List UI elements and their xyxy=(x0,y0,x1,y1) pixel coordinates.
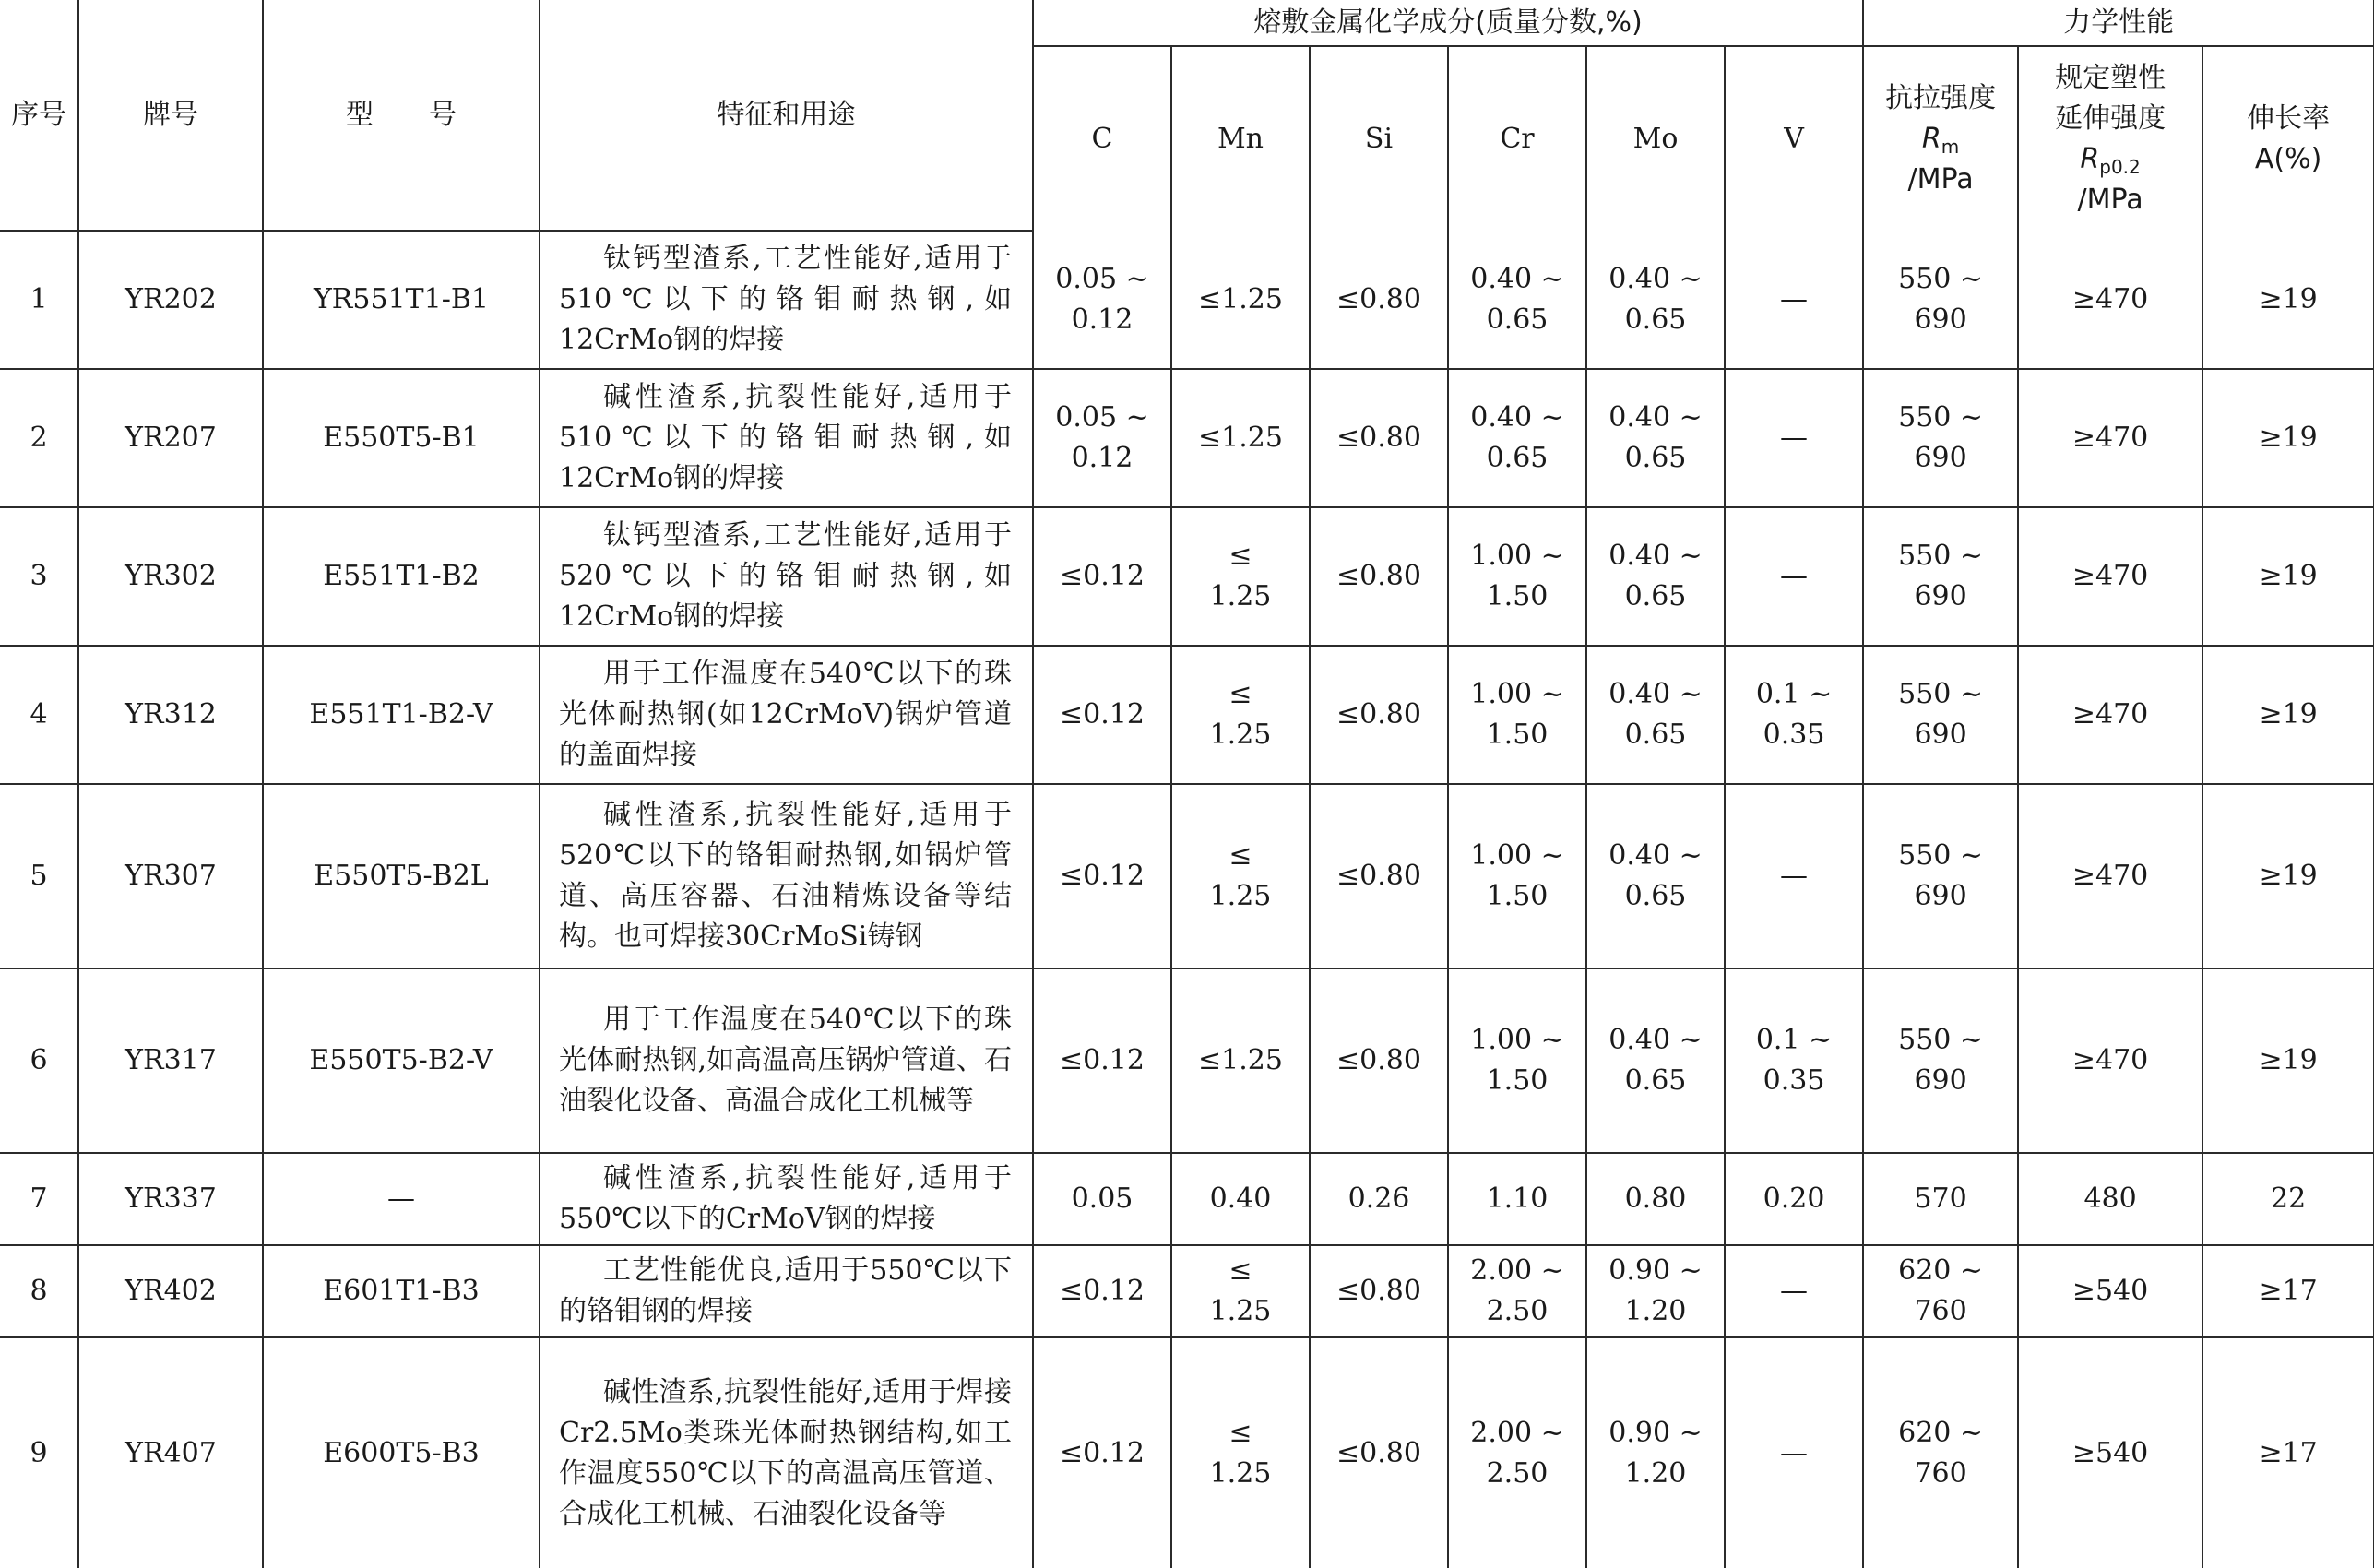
cell-mn-line: ≤ xyxy=(1229,540,1252,572)
cell-c-line: ≤0.12 xyxy=(1060,560,1145,592)
cell-c-line: 0.12 xyxy=(1071,303,1134,336)
cell-cr xyxy=(1448,646,1586,784)
cell-yield: ≥470 xyxy=(2018,784,2202,968)
cell-yield: ≥470 xyxy=(2018,646,2202,784)
cell-c-line: ≤0.12 xyxy=(1060,698,1145,731)
table-header xyxy=(0,0,2374,231)
cell-cr xyxy=(1448,507,1586,646)
cell-tensile xyxy=(1863,646,2018,784)
cell-tensile-line: 550 ~ xyxy=(1898,678,1984,710)
cell-seq: 9 xyxy=(0,1337,78,1568)
yield-symbol xyxy=(2019,139,2202,180)
cell-tensile-line: 550 ~ xyxy=(1898,540,1984,572)
yield-symbol-sub: p0.2 xyxy=(2099,155,2141,178)
cell-cr xyxy=(1448,1153,1586,1245)
col-group-mechanical-properties: 力学性能 xyxy=(1863,0,2374,46)
cell-v-line: 0.35 xyxy=(1763,1064,1825,1097)
cell-yield: ≥540 xyxy=(2018,1245,2202,1337)
cell-brand: YR207 xyxy=(78,369,263,507)
cell-tensile xyxy=(1863,369,2018,507)
tensile-symbol xyxy=(1864,119,2017,160)
yield-label-1: 规定塑性 xyxy=(2055,61,2166,94)
cell-mo-line: 0.90 ~ xyxy=(1608,1416,1703,1449)
cell-cr-line: 0.65 xyxy=(1486,303,1549,336)
cell-tensile-line: 760 xyxy=(1914,1456,1967,1490)
cell-mo-line: 0.65 xyxy=(1624,880,1687,912)
cell-seq: 5 xyxy=(0,784,78,968)
cell-c-line: 0.05 ~ xyxy=(1055,262,1149,295)
cell-si: ≤0.80 xyxy=(1310,507,1448,646)
cell-brand: YR317 xyxy=(78,968,263,1153)
cell-usage-text: 碱性渣系,抗裂性能好,适用于510℃以下的铬钼耐热钢,如12CrMo钢的焊接 xyxy=(559,381,1012,494)
cell-si: ≤0.80 xyxy=(1310,968,1448,1153)
col-header-elongation xyxy=(2202,46,2374,231)
cell-model: YR551T1-B1 xyxy=(263,231,540,369)
cell-cr-line: 1.50 xyxy=(1486,719,1549,751)
cell-mo-line: 1.20 xyxy=(1624,1456,1687,1490)
yield-unit: /MPa xyxy=(2077,183,2143,216)
cell-usage xyxy=(540,1153,1033,1245)
cell-mn xyxy=(1171,1153,1310,1245)
cell-tensile xyxy=(1863,1245,2018,1337)
cell-model: E600T5-B3 xyxy=(263,1337,540,1568)
cell-mo xyxy=(1586,1245,1725,1337)
elongation-symbol: A(%) xyxy=(2254,142,2322,175)
cell-v xyxy=(1725,1245,1863,1337)
cell-cr-line: 1.10 xyxy=(1486,1182,1549,1215)
table-row xyxy=(0,646,2374,784)
cell-mn xyxy=(1171,231,1310,369)
cell-elongation: ≥19 xyxy=(2202,784,2374,968)
cell-mn xyxy=(1171,968,1310,1153)
cell-c xyxy=(1033,507,1171,646)
cell-si: ≤0.80 xyxy=(1310,369,1448,507)
cell-model: — xyxy=(263,1153,540,1245)
cell-mo-line: 1.20 xyxy=(1624,1295,1687,1327)
cell-v xyxy=(1725,1337,1863,1568)
cell-si: 0.26 xyxy=(1310,1153,1448,1245)
cell-cr-line: 1.00 ~ xyxy=(1470,839,1564,872)
table-body xyxy=(0,231,2374,1568)
cell-mo-line: 0.90 ~ xyxy=(1608,1254,1703,1287)
cell-cr-line: 1.00 ~ xyxy=(1470,540,1564,572)
cell-tensile-line: 760 xyxy=(1914,1295,1967,1327)
cell-c xyxy=(1033,646,1171,784)
cell-model: E550T5-B1 xyxy=(263,369,540,507)
cell-mo-line: 0.40 ~ xyxy=(1608,678,1703,710)
cell-elongation: ≥19 xyxy=(2202,507,2374,646)
cell-mo xyxy=(1586,369,1725,507)
cell-model: E551T1-B2-V xyxy=(263,646,540,784)
cell-mn-line: 1.25 xyxy=(1209,719,1272,751)
table-row xyxy=(0,231,2374,369)
tensile-label: 抗拉强度 xyxy=(1885,81,1997,114)
cell-tensile xyxy=(1863,231,2018,369)
cell-elongation: ≥19 xyxy=(2202,231,2374,369)
cell-c-line: 0.05 xyxy=(1071,1182,1134,1215)
cell-v-line: — xyxy=(1780,1436,1809,1469)
cell-elongation: ≥17 xyxy=(2202,1337,2374,1568)
col-header-v: V xyxy=(1725,46,1863,231)
header-row-1 xyxy=(0,0,2374,46)
cell-cr-line: 2.50 xyxy=(1486,1295,1549,1327)
yield-symbol-r: R xyxy=(2080,142,2100,175)
cell-mn xyxy=(1171,784,1310,968)
cell-c xyxy=(1033,784,1171,968)
col-header-si: Si xyxy=(1310,46,1448,231)
col-header-yield-strength xyxy=(2018,46,2202,231)
elongation-label: 伸长率 xyxy=(2247,101,2331,135)
cell-cr-line: 1.50 xyxy=(1486,1064,1549,1097)
cell-tensile-line: 620 ~ xyxy=(1898,1254,1984,1287)
tensile-symbol-sub: m xyxy=(1941,135,1960,158)
cell-cr xyxy=(1448,231,1586,369)
cell-cr-line: 0.65 xyxy=(1486,442,1549,474)
cell-brand: YR337 xyxy=(78,1153,263,1245)
cell-tensile-line: 620 ~ xyxy=(1898,1416,1984,1449)
cell-cr-line: 1.50 xyxy=(1486,580,1549,612)
cell-mo-line: 0.40 ~ xyxy=(1608,839,1703,872)
cell-mo-line: 0.65 xyxy=(1624,719,1687,751)
cell-v xyxy=(1725,1153,1863,1245)
cell-mn-line: ≤ xyxy=(1229,1416,1252,1449)
table-row xyxy=(0,1153,2374,1245)
cell-mn-line: ≤1.25 xyxy=(1198,1044,1283,1076)
cell-cr-line: 0.40 ~ xyxy=(1470,401,1564,434)
cell-v-line: 0.1 ~ xyxy=(1755,678,1833,710)
col-header-brand: 牌号 xyxy=(78,0,263,231)
cell-usage-text: 碱性渣系,抗裂性能好,适用于焊接Cr2.5Mo类珠光体耐热钢结构,如工作温度550℃以下的高温高压管道、合成化工机械、石油裂化设备等 xyxy=(559,1375,1012,1530)
cell-si: ≤0.80 xyxy=(1310,1337,1448,1568)
cell-mo xyxy=(1586,1337,1725,1568)
cell-cr-line: 2.00 ~ xyxy=(1470,1254,1564,1287)
cell-mn xyxy=(1171,369,1310,507)
cell-seq: 3 xyxy=(0,507,78,646)
cell-mo-line: 0.65 xyxy=(1624,303,1687,336)
cell-brand: YR302 xyxy=(78,507,263,646)
cell-usage-text: 碱性渣系,抗裂性能好,适用于520℃以下的铬钼耐热钢,如锅炉管道、高压容器、石油精炼设备等结构。也可焊接30CrMoSi铸钢 xyxy=(559,799,1012,953)
cell-seq: 6 xyxy=(0,968,78,1153)
cell-si: ≤0.80 xyxy=(1310,646,1448,784)
col-header-seq: 序号 xyxy=(0,0,78,231)
cell-cr-line: 2.00 ~ xyxy=(1470,1416,1564,1449)
cell-mo-line: 0.40 ~ xyxy=(1608,1024,1703,1056)
cell-mn xyxy=(1171,1245,1310,1337)
col-header-mo: Mo xyxy=(1586,46,1725,231)
cell-tensile-line: 550 ~ xyxy=(1898,401,1984,434)
cell-v xyxy=(1725,231,1863,369)
cell-mo-line: 0.40 ~ xyxy=(1608,262,1703,295)
cell-mo xyxy=(1586,507,1725,646)
cell-mo xyxy=(1586,1153,1725,1245)
cell-yield: 480 xyxy=(2018,1153,2202,1245)
cell-seq: 4 xyxy=(0,646,78,784)
cell-usage xyxy=(540,507,1033,646)
col-header-mn: Mn xyxy=(1171,46,1310,231)
cell-si: ≤0.80 xyxy=(1310,1245,1448,1337)
cell-usage xyxy=(540,968,1033,1153)
cell-c xyxy=(1033,231,1171,369)
cell-mo xyxy=(1586,968,1725,1153)
cell-mo-line: 0.65 xyxy=(1624,1064,1687,1097)
cell-mo-line: 0.40 ~ xyxy=(1608,401,1703,434)
cell-tensile-line: 690 xyxy=(1914,442,1967,474)
cell-usage-text: 碱性渣系,抗裂性能好,适用于550℃以下的CrMoV钢的焊接 xyxy=(559,1162,1012,1235)
cell-usage xyxy=(540,784,1033,968)
cell-tensile xyxy=(1863,784,2018,968)
cell-c xyxy=(1033,1245,1171,1337)
cell-mo-line: 0.65 xyxy=(1624,442,1687,474)
cell-cr-line: 1.00 ~ xyxy=(1470,1024,1564,1056)
cell-v-line: 0.20 xyxy=(1763,1182,1825,1215)
cell-cr xyxy=(1448,784,1586,968)
cell-v xyxy=(1725,968,1863,1153)
table-row xyxy=(0,784,2374,968)
cell-v-line: 0.1 ~ xyxy=(1755,1024,1833,1056)
cell-v-line: 0.35 xyxy=(1763,719,1825,751)
cell-c-line: ≤0.12 xyxy=(1060,1436,1145,1469)
cell-mn-line: 1.25 xyxy=(1209,1295,1272,1327)
cell-elongation: ≥19 xyxy=(2202,968,2374,1153)
table-row xyxy=(0,507,2374,646)
cell-v-line: — xyxy=(1780,282,1809,315)
cell-c-line: 0.05 ~ xyxy=(1055,401,1149,434)
cell-mn-line: ≤ xyxy=(1229,678,1252,710)
cell-tensile xyxy=(1863,968,2018,1153)
cell-v-line: — xyxy=(1780,1275,1809,1307)
cell-cr xyxy=(1448,1337,1586,1568)
cell-usage xyxy=(540,1245,1033,1337)
cell-tensile-line: 570 xyxy=(1914,1182,1967,1215)
cell-usage xyxy=(540,369,1033,507)
cell-seq: 7 xyxy=(0,1153,78,1245)
cell-tensile-line: 690 xyxy=(1914,880,1967,912)
cell-usage-text: 工艺性能优良,适用于550℃以下的铬钼钢的焊接 xyxy=(559,1254,1012,1327)
cell-v-line: — xyxy=(1780,422,1809,454)
col-header-cr: Cr xyxy=(1448,46,1586,231)
cell-tensile-line: 690 xyxy=(1914,580,1967,612)
cell-cr xyxy=(1448,1245,1586,1337)
cell-tensile xyxy=(1863,507,2018,646)
cell-usage xyxy=(540,1337,1033,1568)
cell-mn-line: ≤ xyxy=(1229,839,1252,872)
cell-model: E601T1-B3 xyxy=(263,1245,540,1337)
cell-usage-text: 钛钙型渣系,工艺性能好,适用于510℃以下的铬钼耐热钢,如12CrMo钢的焊接 xyxy=(559,243,1012,356)
cell-v xyxy=(1725,369,1863,507)
cell-brand: YR307 xyxy=(78,784,263,968)
cell-tensile-line: 550 ~ xyxy=(1898,1024,1984,1056)
cell-model: E550T5-B2L xyxy=(263,784,540,968)
cell-elongation: ≥19 xyxy=(2202,369,2374,507)
cell-mn-line: ≤1.25 xyxy=(1198,282,1283,315)
table-row xyxy=(0,369,2374,507)
cell-model: E550T5-B2-V xyxy=(263,968,540,1153)
cell-c xyxy=(1033,1153,1171,1245)
cell-c-line: ≤0.12 xyxy=(1060,1044,1145,1076)
cell-seq: 1 xyxy=(0,231,78,369)
cell-c xyxy=(1033,968,1171,1153)
cell-c-line: ≤0.12 xyxy=(1060,1275,1145,1307)
cell-model: E551T1-B2 xyxy=(263,507,540,646)
table-row xyxy=(0,968,2374,1153)
col-header-c: C xyxy=(1033,46,1171,231)
cell-v xyxy=(1725,507,1863,646)
cell-mn-line: 1.25 xyxy=(1209,1456,1272,1490)
cell-tensile-line: 690 xyxy=(1914,303,1967,336)
cell-cr-line: 0.40 ~ xyxy=(1470,262,1564,295)
cell-mo xyxy=(1586,646,1725,784)
cell-v-line: — xyxy=(1780,560,1809,592)
cell-tensile xyxy=(1863,1153,2018,1245)
cell-v-line: — xyxy=(1780,860,1809,892)
cell-mn xyxy=(1171,507,1310,646)
yield-label-2: 延伸强度 xyxy=(2055,101,2166,135)
cell-mo-line: 0.80 xyxy=(1624,1182,1687,1215)
cell-yield: ≥540 xyxy=(2018,1337,2202,1568)
tensile-unit: /MPa xyxy=(1907,162,1974,196)
cell-brand: YR402 xyxy=(78,1245,263,1337)
cell-tensile xyxy=(1863,1337,2018,1568)
cell-yield: ≥470 xyxy=(2018,507,2202,646)
cell-yield: ≥470 xyxy=(2018,369,2202,507)
cell-elongation: ≥19 xyxy=(2202,646,2374,784)
cell-cr xyxy=(1448,369,1586,507)
cell-mn-line: 1.25 xyxy=(1209,880,1272,912)
cell-seq: 8 xyxy=(0,1245,78,1337)
cell-c xyxy=(1033,1337,1171,1568)
cell-v xyxy=(1725,646,1863,784)
cell-mo xyxy=(1586,784,1725,968)
table-row xyxy=(0,1245,2374,1337)
cell-seq: 2 xyxy=(0,369,78,507)
cell-c xyxy=(1033,369,1171,507)
cell-mn-line: 1.25 xyxy=(1209,580,1272,612)
cell-brand: YR407 xyxy=(78,1337,263,1568)
cell-tensile-line: 690 xyxy=(1914,1064,1967,1097)
cell-mn xyxy=(1171,1337,1310,1568)
cell-usage-text: 用于工作温度在540℃以下的珠光体耐热钢(如12CrMoV)锅炉管道的盖面焊接 xyxy=(559,658,1012,771)
cell-mo-line: 0.40 ~ xyxy=(1608,540,1703,572)
cell-tensile-line: 550 ~ xyxy=(1898,262,1984,295)
cell-yield: ≥470 xyxy=(2018,968,2202,1153)
cell-mn-line: ≤1.25 xyxy=(1198,422,1283,454)
cell-si: ≤0.80 xyxy=(1310,231,1448,369)
cell-c-line: ≤0.12 xyxy=(1060,860,1145,892)
cell-v xyxy=(1725,784,1863,968)
cell-usage xyxy=(540,231,1033,369)
cell-cr-line: 2.50 xyxy=(1486,1456,1549,1490)
cell-mo xyxy=(1586,231,1725,369)
cell-mo-line: 0.65 xyxy=(1624,580,1687,612)
cell-cr-line: 1.00 ~ xyxy=(1470,678,1564,710)
table-row xyxy=(0,1337,2374,1568)
col-header-model: 型 号 xyxy=(263,0,540,231)
cell-c-line: 0.12 xyxy=(1071,442,1134,474)
col-header-usage: 特征和用途 xyxy=(540,0,1033,231)
cell-brand: YR202 xyxy=(78,231,263,369)
col-group-chemical-composition: 熔敷金属化学成分(质量分数,%) xyxy=(1033,0,1863,46)
cell-mn xyxy=(1171,646,1310,784)
cell-usage-text: 钛钙型渣系,工艺性能好,适用于520℃以下的铬钼耐热钢,如12CrMo钢的焊接 xyxy=(559,519,1012,633)
cell-elongation: ≥17 xyxy=(2202,1245,2374,1337)
cell-elongation: 22 xyxy=(2202,1153,2374,1245)
col-header-tensile-strength xyxy=(1863,46,2018,231)
cell-tensile-line: 550 ~ xyxy=(1898,839,1984,872)
cell-cr-line: 1.50 xyxy=(1486,880,1549,912)
cell-si: ≤0.80 xyxy=(1310,784,1448,968)
cell-mn-line: ≤ xyxy=(1229,1254,1252,1287)
cell-mn-line: 0.40 xyxy=(1209,1182,1272,1215)
cell-usage-text: 用于工作温度在540℃以下的珠光体耐热钢,如高温高压锅炉管道、石油裂化设备、高温合成化工机械等 xyxy=(559,1004,1012,1117)
cell-usage xyxy=(540,646,1033,784)
tensile-symbol-r: R xyxy=(1921,122,1941,155)
cell-yield: ≥470 xyxy=(2018,231,2202,369)
cell-tensile-line: 690 xyxy=(1914,719,1967,751)
cell-cr xyxy=(1448,968,1586,1153)
cell-brand: YR312 xyxy=(78,646,263,784)
